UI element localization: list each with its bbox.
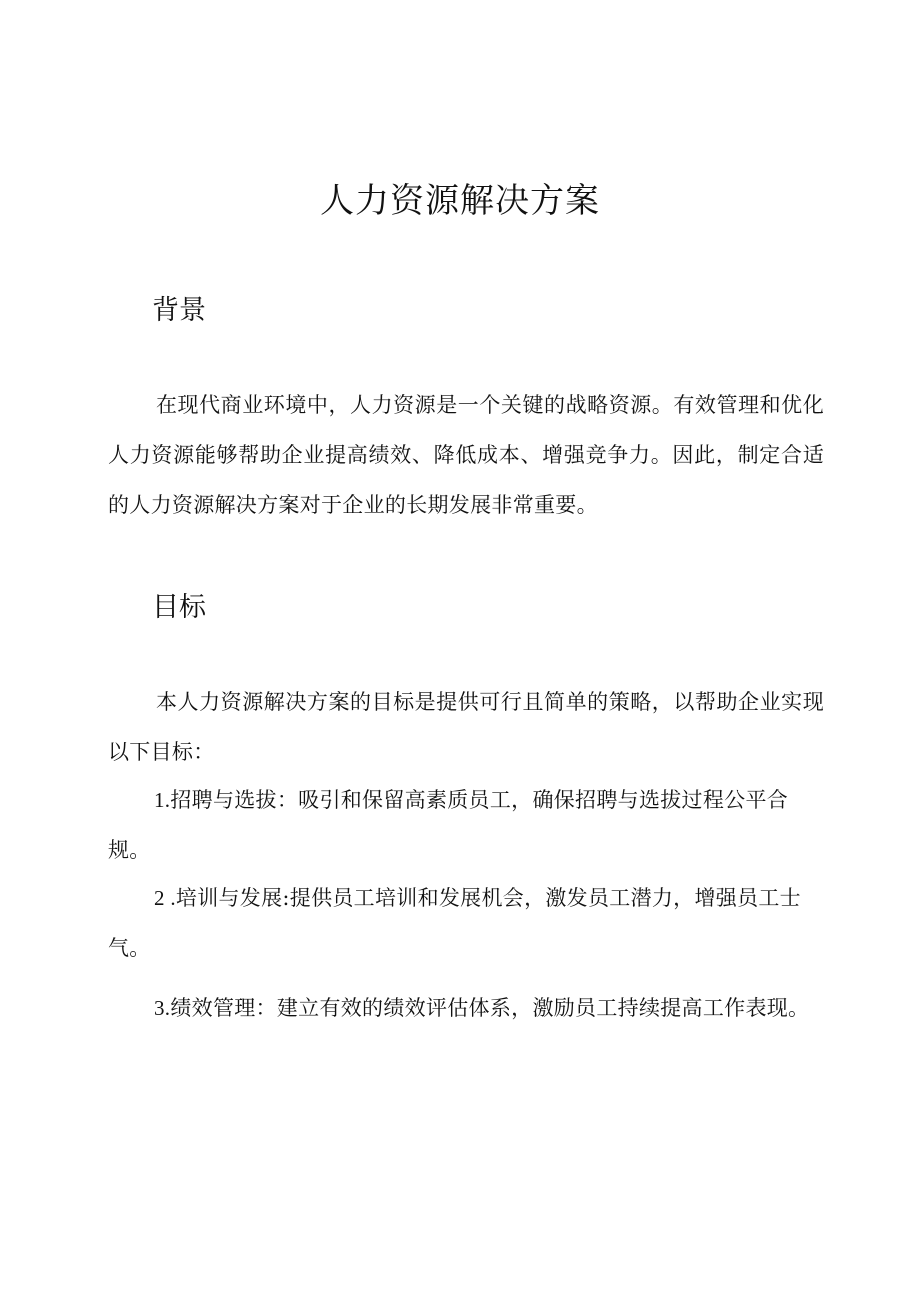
section-heading-background: 背景 xyxy=(152,295,206,326)
background-paragraph: 在现代商业环境中，人力资源是一个关键的战略资源。有效管理和优化人力资源能够帮助企业提高绩效、降低成本、增强竞争力。因此，制定合适的人力资源解决方案对于企业的长期发展非常重要。 xyxy=(108,393,824,517)
goal-item-recruitment xyxy=(108,775,824,875)
goal-item-text: 培训与发展:提供员工培训和发展机会，激发员工潜力，增强员工士气。 xyxy=(108,886,801,960)
goal-item-text: 招聘与选拔：吸引和保留高素质员工，确保招聘与选拔过程公平合规。 xyxy=(108,788,789,862)
document-title: 人力资源解决方案 xyxy=(320,181,600,221)
goal-item-number: 3. xyxy=(154,996,171,1020)
goal-item-number: 1. xyxy=(154,788,171,812)
goal-item-performance xyxy=(108,983,824,1033)
goals-intro-paragraph: 本人力资源解决方案的目标是提供可行且简单的策略，以帮助企业实现以下目标： xyxy=(108,690,824,764)
goal-item-number: 2 . xyxy=(154,886,176,910)
section-heading-goals: 目标 xyxy=(152,592,206,623)
goal-item-text: 绩效管理：建立有效的绩效评估体系，激励员工持续提高工作表现。 xyxy=(170,996,810,1020)
goal-item-training xyxy=(108,873,824,973)
